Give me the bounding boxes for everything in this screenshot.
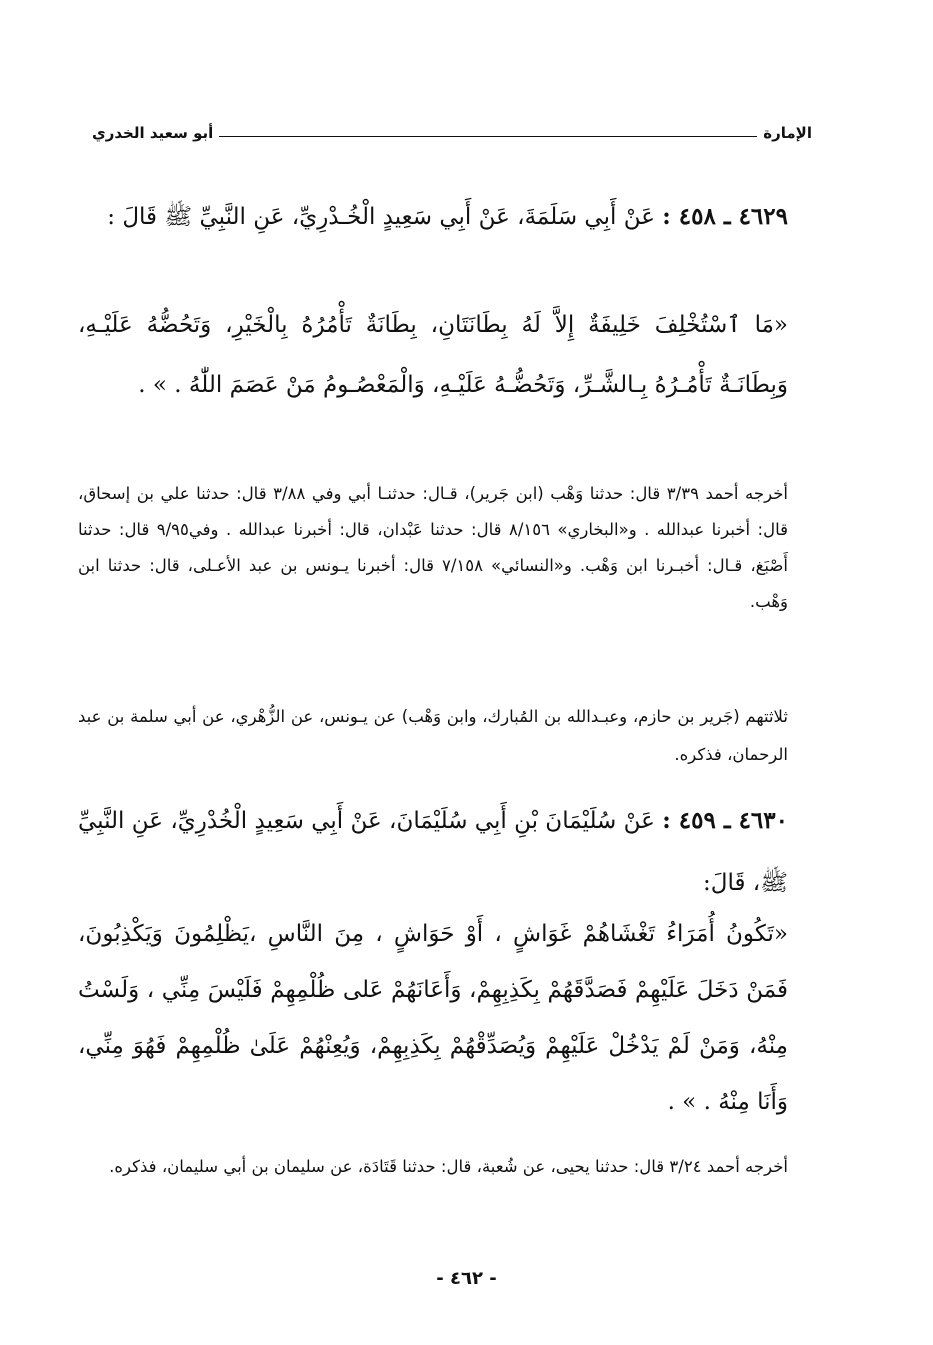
header-rule	[219, 136, 757, 137]
hadith-takhrij-4629-p1: أخرجه أحمد ٣/٣٩ قال: حدثنا وَهْب (ابن جَرير)، قـال: حدثنـا أبي وفي ٣/٨٨ قال: حدثنا علي بن إسحاق، قال: أخبرنا عبدالله . و«البخاري» ٨/١٥٦ قال: حدثنا عَبْدان، قال: أخبرنا عبدالله . وفي٩/٩٥ قال: حدثنا أَصْبَغ، قـال: أخبـرنا ابن وَهْب. و«النسائي» ٧/١٥٨ قال: أخبرنا يـونس بن عبد الأعـلى، قال: حدثنا ابن وَهْب.	[78, 484, 788, 611]
header-narrator-name: أبو سعيد الخدري	[92, 124, 214, 142]
header-section-title: الإمارة	[763, 124, 812, 142]
hadith-heading-4630	[78, 790, 788, 914]
page-number: - ٤٦٢ -	[436, 1268, 497, 1289]
hadith-number: ٤٦٣٠ ـ ٤٥٩ :	[662, 807, 788, 834]
hadith-takhrij-4629-p2: ثلاثتهم (جَرير بن حازم، وعبـدالله بن المُبارك، وابن وَهْب) عن يـونس، عن الزُّهْري، عن أبي سلمة بن عبد الرحمان، فذكره.	[78, 707, 788, 764]
running-header	[92, 118, 812, 142]
hadith-number: ٤٦٢٩ ـ ٤٥٨ :	[662, 203, 788, 230]
hadith-heading-4629	[78, 188, 788, 246]
hadith-isnad: عَنْ سُلَيْمَانَ بْنِ أَبِي سُلَيْمَانَ، عَنْ أَبِي سَعِيدٍ الْخُدْرِيِّ، عَنِ النَّبِيِّ ﷺ، قَالَ:	[78, 808, 788, 896]
hadith-takhrij-4630: أخرجه أحمد ٣/٢٤ قال: حدثنا يحيى، عن شُعبة، قال: حدثنا قَتَادَة، عن سليمان بن أبي سليمان، فذكره.	[109, 1157, 788, 1176]
hadith-isnad: عَنْ أَبِي سَلَمَةَ، عَنْ أَبِي سَعِيدٍ الْخُـدْرِيِّ، عَنِ النَّبِيِّ ﷺ قَالَ :	[107, 204, 655, 230]
hadith-matn-4630: «تَكُونُ أُمَرَاءُ تَغْشَاهُمْ غَوَاشٍ ، أَوْ حَوَاشٍ ، مِنَ النَّاسِ ،يَظْلِمُونَ وَيَكْذِبُونَ، فَمَنْ دَخَلَ عَلَيْهِمْ فَصَدَّقَهُمْ بِكَذِبِهِمْ، وَأَعَانَهُمْ عَلى ظُلْمِهِمْ فَلَيْسَ مِنِّي ، وَلَسْتُ مِنْهُ، وَمَنْ لَمْ يَدْخُلْ عَلَيْهِمْ وَيُصَدِّقْهُمْ بِكَذِبِهِمْ، وَيُعِنْهُمْ عَلَىٰ ظُلْمِهِمْ فَهُوَ مِنِّي، وَأَنَا مِنْهُ . » .	[78, 921, 788, 1115]
hadith-matn-4629: «مَا ٱسْتُخْلِفَ خَلِيفَةٌ إِلاَّ لَهُ بِطَانَتَانِ، بِطَانَةٌ تَأْمُرُهُ بِالْخَيْرِ، وَتَحُضُّهُ عَلَيْـهِ، وَبِطَانَـةٌ تَأْمُـرُهُ بِـالشَّـرِّ، وَتَحُضُّـهُ عَلَيْـهِ، وَالْمَعْصُـومُ مَنْ عَصَمَ اللّٰهُ . » .	[78, 312, 788, 398]
